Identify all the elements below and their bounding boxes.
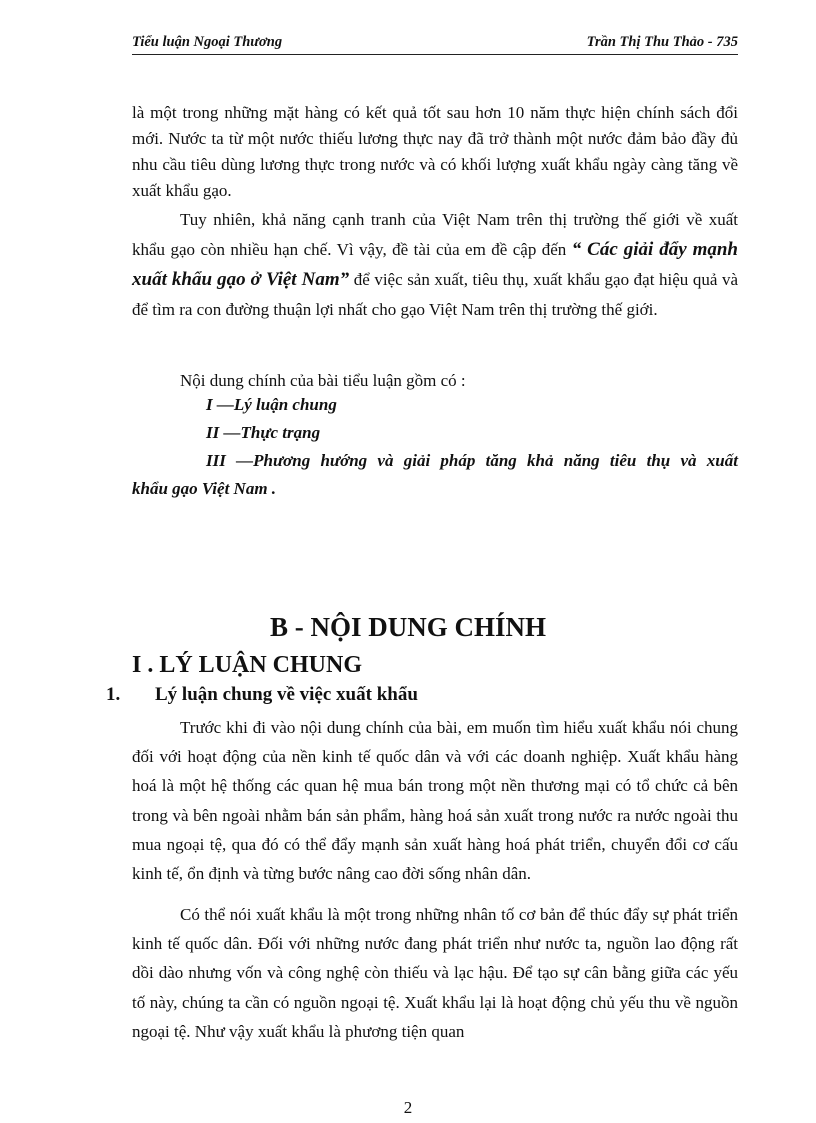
subsection-title: Lý luận chung về việc xuất khẩu bbox=[155, 684, 418, 705]
header-right: Trần Thị Thu Thảo - 735 bbox=[586, 34, 738, 50]
intro-paragraph-1: là một trong những mặt hàng có kết quả tốt sau hơn 10 năm thực hiện chính sách đổi mới. Nước ta từ một nước thiếu lương thực nay đã trở thành một nước đảm bảo đầy đủ nhu cầu tiêu dùng lương thực trong nước và có khối lượng xuất khẩu ngày càng tăng về xuất khẩu gạo. bbox=[132, 103, 738, 200]
part-i-heading: I . LÝ LUẬN CHUNG bbox=[132, 652, 363, 678]
intro-paragraph-2 bbox=[132, 205, 738, 325]
section-b-title: B - NỘI DUNG CHÍNH bbox=[269, 612, 546, 642]
intro-paragraph-2-end: để việc sản xuất, tiêu thụ, xuất khẩu gạo đạt hiệu quả và để tìm ra con đường thuận lợi nhất cho gạo Việt Nam trên thị trường thế giới. bbox=[132, 270, 738, 319]
outline-item-3-line-2: khẩu gạo Việt Nam . bbox=[132, 479, 277, 498]
outline-item-3-line-1: III —Phương hướng và giải pháp tăng khả năng tiêu thụ và xuất bbox=[206, 451, 738, 470]
header-left: Tiểu luận Ngoại Thương bbox=[132, 34, 283, 50]
intro-paragraph-3: Nội dung chính của bài tiểu luận gồm có : bbox=[180, 371, 466, 390]
topic-title: “ Các giải đẩy mạnh xuất khẩu gạo ở Việt Nam” bbox=[132, 239, 738, 290]
page-header bbox=[132, 30, 738, 55]
outline-item-1: I —Lý luận chung bbox=[206, 395, 337, 414]
page-number: 2 bbox=[403, 1098, 413, 1117]
subsection-number: 1. bbox=[106, 684, 121, 705]
body-paragraph-2: Có thể nói xuất khẩu là một trong những nhân tố cơ bản để thúc đẩy sự phát triển kinh tế quốc dân. Đối với những nước đang phát triển như nước ta, nguồn lao động rất dồi dào nhưng vốn và công nghệ còn thiếu và lạc hậu. Để tạo sự cân bằng giữa các yếu tố này, chúng ta cần có nguồn ngoại tệ. Xuất khẩu lại là hoạt động chủ yếu thu về nguồn ngoại tệ. Như vậy xuất khẩu là phương tiện quan bbox=[132, 905, 738, 1041]
body-paragraph-1: Trước khi đi vào nội dung chính của bài, em muốn tìm hiểu xuất khẩu nói chung đối với hoạt động của nền kinh tế quốc dân và với các doanh nghiệp. Xuất khẩu hàng hoá là một hệ thống các quan hệ mua bán trong một nền thương mại có tổ chức cả bên trong và bên ngoài nhằm bán sản phẩm, hàng hoá sản xuất trong nước ra nước ngoài thu mua ngoại tệ, qua đó có thể đẩy mạnh sản xuất hàng hoá phát triển, chuyển đổi cơ cấu kinh tế, ổn định và từng bước nâng cao đời sống nhân dân. bbox=[132, 718, 738, 884]
intro-paragraph-2-start: Tuy nhiên, khả năng cạnh tranh của Việt Nam trên thị trường thế giới về xuất khẩu gạo còn nhiều hạn chế. Vì vậy, đề tài của em đề cập đến bbox=[132, 210, 738, 259]
outline-item-2: II —Thực trạng bbox=[206, 423, 321, 442]
